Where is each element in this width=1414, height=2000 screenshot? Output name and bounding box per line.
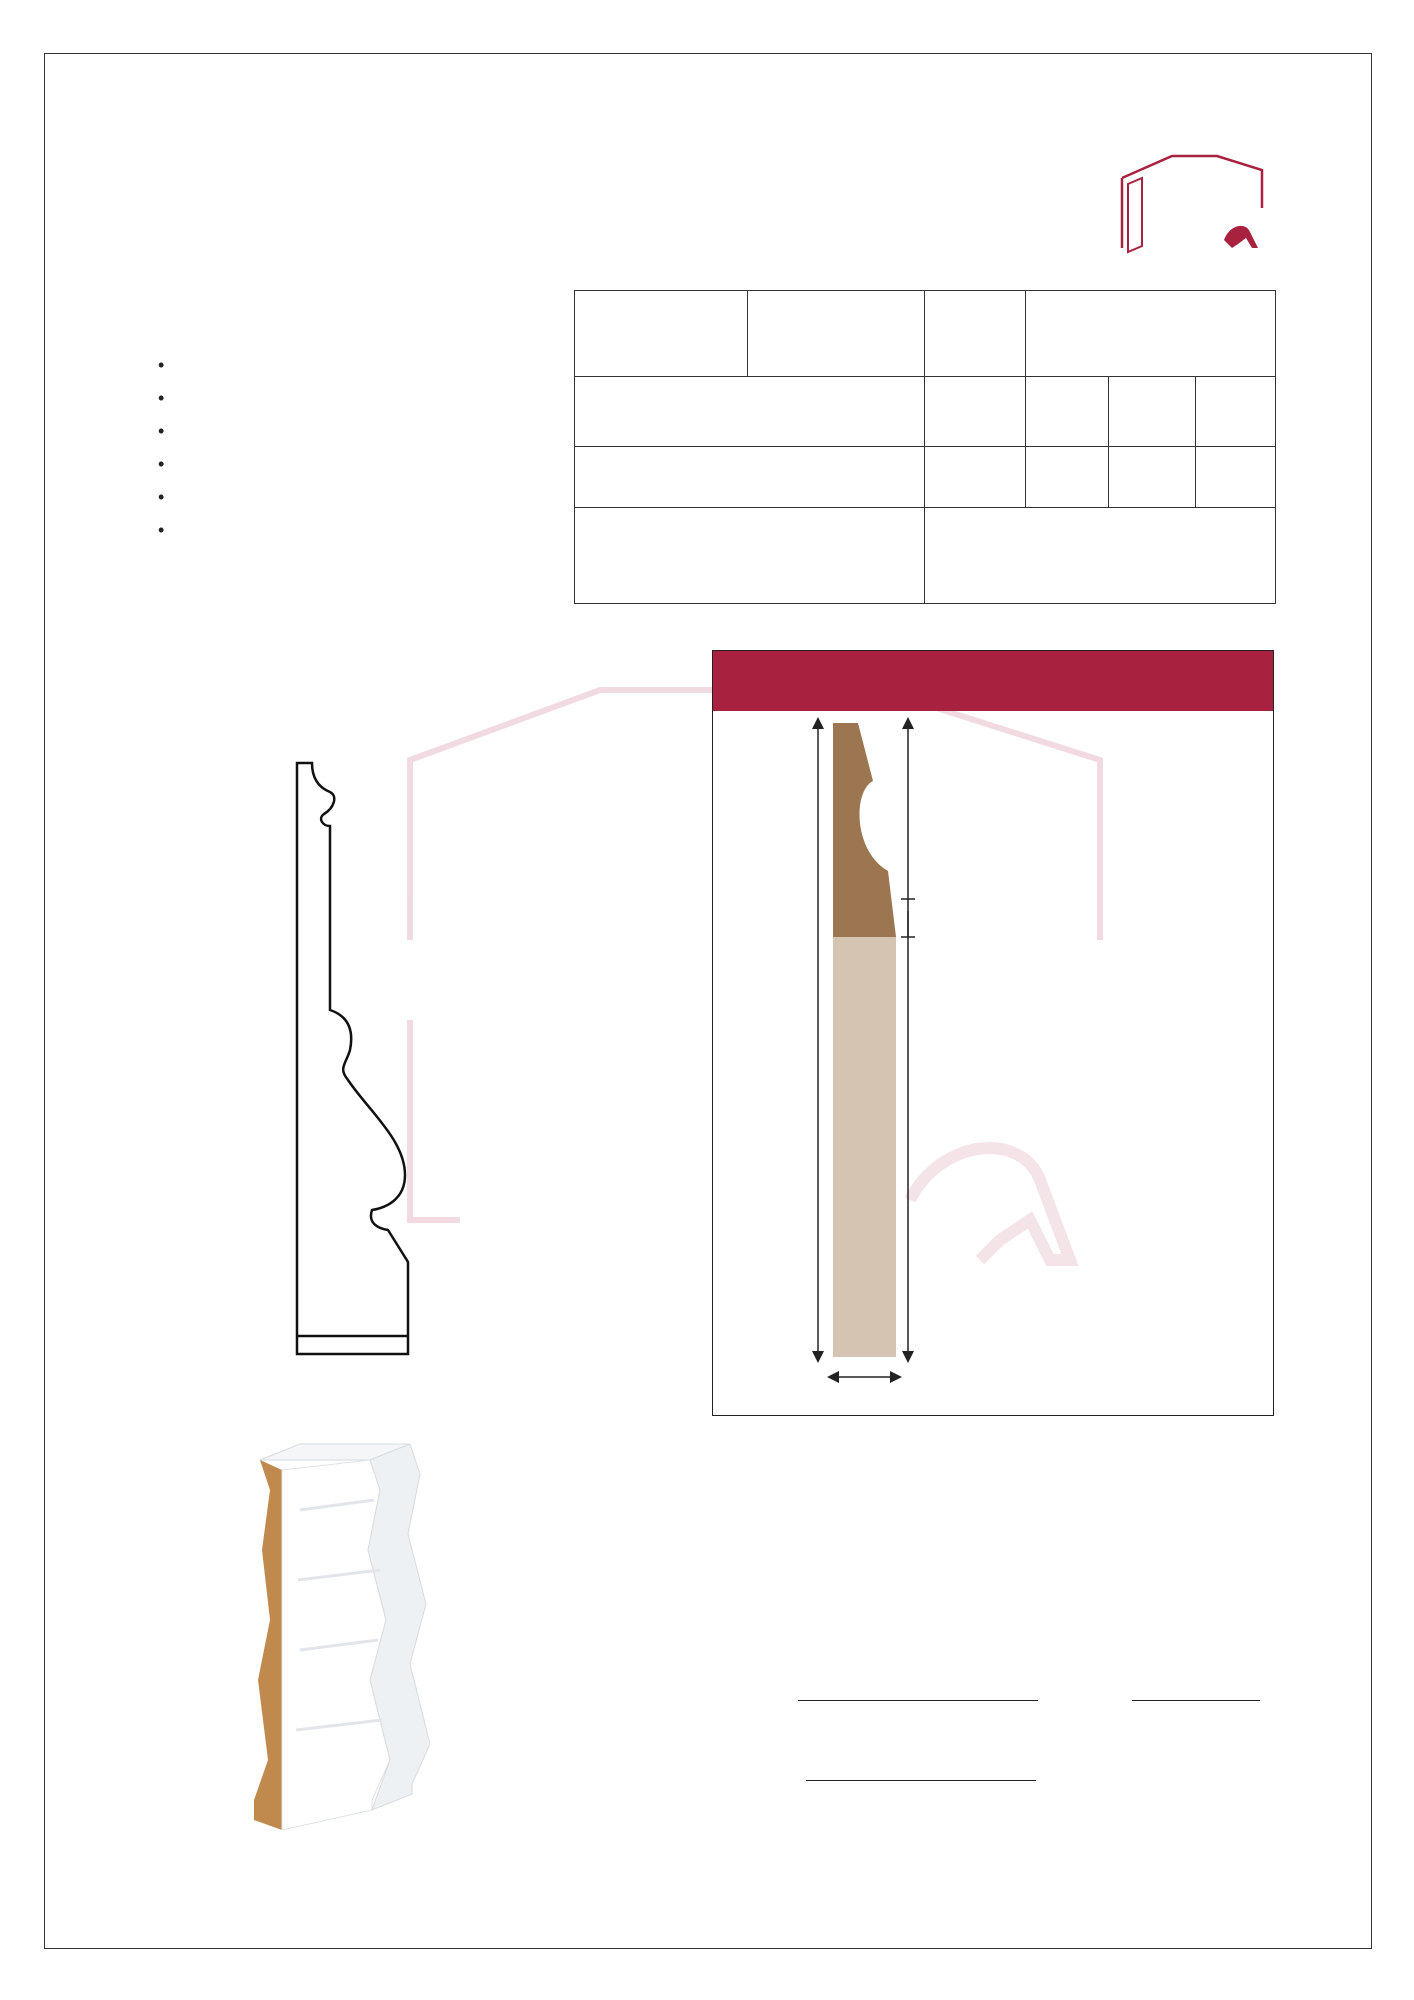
material-item [158,381,182,414]
material-item [158,447,182,480]
height-range-example-heading [713,651,1273,711]
profile-code-value [748,291,925,377]
fixed-profile-part [833,723,896,937]
availability-row-label [575,447,925,507]
availability-12 [925,447,1026,507]
materials-list [158,348,182,546]
thickness-32 [1196,377,1276,447]
availability-18 [1026,447,1109,507]
spec-table [574,290,1276,604]
skirting-product-render [240,1430,430,1830]
material-item [158,513,182,546]
availability-32 [1196,447,1276,507]
material-item [158,480,182,513]
range-label [925,291,1026,377]
skirting-profile-outline [297,763,408,1354]
thickness-18 [1026,377,1109,447]
height-range-value [925,507,1276,603]
availability-25 [1109,447,1196,507]
kangaroo-icon [1224,226,1258,248]
company-logo [1112,148,1272,266]
profile-code-label [575,291,748,377]
signature-field[interactable] [806,1780,1036,1781]
thickness-label [575,377,925,447]
material-item [158,348,182,381]
height-range-example-panel [712,650,1274,1416]
height-range-diagram [713,711,1273,1415]
adjustable-part [833,937,896,1357]
name-field[interactable] [798,1700,1038,1701]
date-field[interactable] [1132,1700,1260,1701]
thickness-25 [1109,377,1196,447]
height-range-label [575,507,925,603]
material-item [158,414,182,447]
profile-drawing [200,670,520,1420]
range-value [1026,291,1276,377]
thickness-12 [925,377,1026,447]
